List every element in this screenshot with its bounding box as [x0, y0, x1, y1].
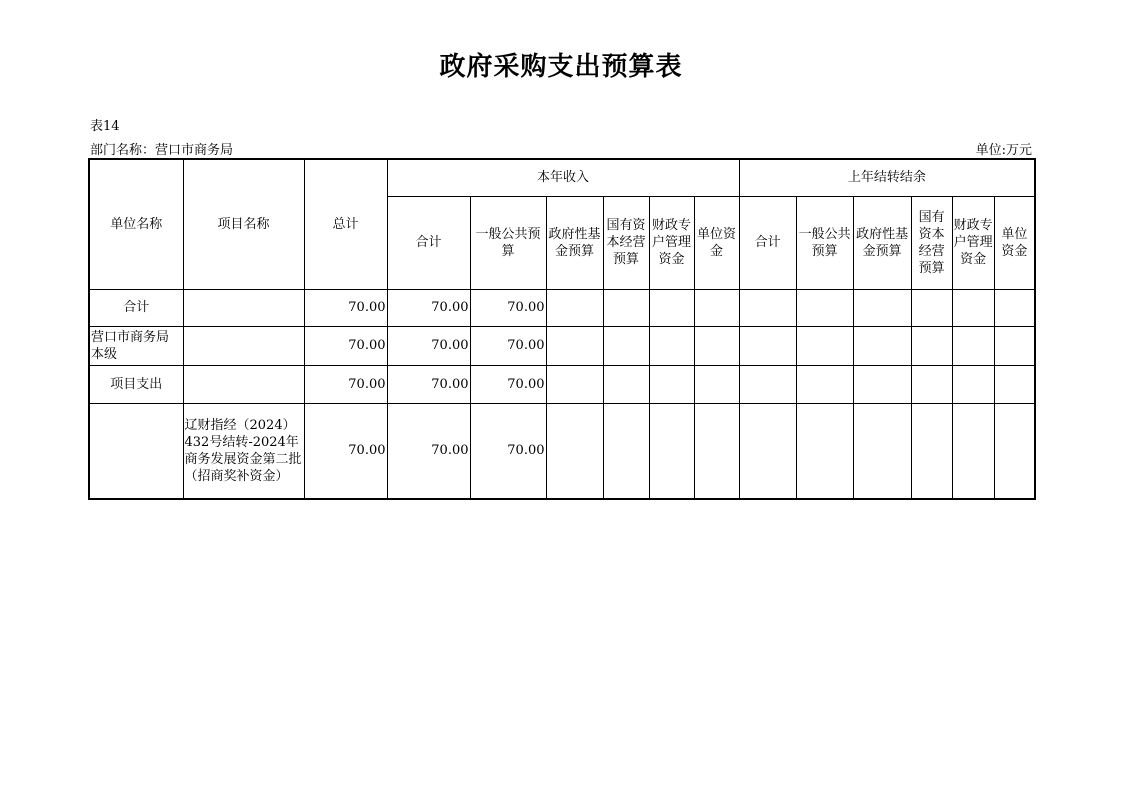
cell-empty	[603, 403, 649, 499]
cell-empty	[911, 403, 952, 499]
unit-label: 单位:万元	[975, 143, 1032, 158]
cell-empty	[649, 403, 694, 499]
cell-empty	[694, 289, 739, 326]
cell-empty	[853, 403, 911, 499]
header-py-unit-funds: 单位资金	[994, 196, 1035, 289]
header-py-special-account: 财政专户管理资金	[952, 196, 994, 289]
cell-total: 70.00	[304, 289, 387, 326]
cell-empty	[649, 326, 694, 365]
cell-total: 70.00	[304, 365, 387, 403]
header-prior-year: 上年结转结余	[739, 159, 1035, 196]
cell-empty	[649, 365, 694, 403]
cell-empty	[546, 403, 603, 499]
cell-empty	[911, 289, 952, 326]
header-unit-name: 单位名称	[89, 159, 183, 289]
cell-empty	[911, 365, 952, 403]
cell-unit: 项目支出	[89, 365, 183, 403]
cell-empty	[694, 365, 739, 403]
header-cy-unit-funds: 单位资金	[694, 196, 739, 289]
header-current-year: 本年收入	[387, 159, 739, 196]
department-name: 部门名称：营口市商务局	[90, 143, 234, 158]
cell-empty	[853, 365, 911, 403]
header-py-fund: 政府性基金预算	[853, 196, 911, 289]
header-cy-special-account: 财政专户管理资金	[649, 196, 694, 289]
cell-empty	[911, 326, 952, 365]
cell-empty	[739, 326, 796, 365]
cell-empty	[952, 403, 994, 499]
table-row	[89, 365, 1035, 403]
cell-project	[183, 326, 304, 365]
cell-empty	[994, 326, 1035, 365]
cell-empty	[796, 403, 853, 499]
cell-empty	[994, 365, 1035, 403]
cell-cy-general: 70.00	[470, 365, 546, 403]
header-cy-general: 一般公共预算	[470, 196, 546, 289]
cell-empty	[952, 365, 994, 403]
cell-empty	[739, 365, 796, 403]
cell-cy-total: 70.00	[387, 326, 470, 365]
header-cy-total: 合计	[387, 196, 470, 289]
cell-empty	[796, 289, 853, 326]
cell-cy-total: 70.00	[387, 403, 470, 499]
cell-empty	[694, 403, 739, 499]
cell-unit	[89, 403, 183, 499]
cell-project	[183, 289, 304, 326]
table-row	[89, 403, 1035, 499]
cell-empty	[796, 365, 853, 403]
cell-empty	[853, 289, 911, 326]
header-project-name: 项目名称	[183, 159, 304, 289]
cell-cy-total: 70.00	[387, 365, 470, 403]
header-row-1	[89, 159, 1035, 196]
cell-unit: 合计	[89, 289, 183, 326]
cell-cy-general: 70.00	[470, 403, 546, 499]
header-cy-state-capital: 国有资本经营预算	[603, 196, 649, 289]
budget-table	[88, 158, 1036, 500]
cell-empty	[546, 365, 603, 403]
header-total: 总计	[304, 159, 387, 289]
header-py-total: 合计	[739, 196, 796, 289]
cell-project	[183, 365, 304, 403]
cell-empty	[694, 326, 739, 365]
cell-empty	[994, 289, 1035, 326]
cell-empty	[994, 403, 1035, 499]
table-row	[89, 289, 1035, 326]
cell-empty	[603, 365, 649, 403]
cell-empty	[853, 326, 911, 365]
cell-cy-total: 70.00	[387, 289, 470, 326]
header-py-general: 一般公共预算	[796, 196, 853, 289]
cell-empty	[952, 326, 994, 365]
table-number: 表14	[90, 119, 120, 134]
cell-empty	[546, 326, 603, 365]
cell-total: 70.00	[304, 326, 387, 365]
cell-empty	[796, 326, 853, 365]
cell-empty	[603, 289, 649, 326]
cell-unit: 营口市商务局本级	[89, 326, 183, 365]
cell-empty	[546, 289, 603, 326]
cell-cy-general: 70.00	[470, 289, 546, 326]
cell-empty	[739, 289, 796, 326]
cell-empty	[952, 289, 994, 326]
cell-total: 70.00	[304, 403, 387, 499]
cell-empty	[649, 289, 694, 326]
page-title: 政府采购支出预算表	[439, 52, 683, 82]
cell-project: 辽财指经（2024）432号结转-2024年商务发展资金第二批（招商奖补资金）	[183, 403, 304, 499]
cell-empty	[739, 403, 796, 499]
cell-empty	[603, 326, 649, 365]
header-py-state-capital: 国有资本经营预算	[911, 196, 952, 289]
header-cy-fund: 政府性基金预算	[546, 196, 603, 289]
cell-cy-general: 70.00	[470, 326, 546, 365]
table-row	[89, 326, 1035, 365]
